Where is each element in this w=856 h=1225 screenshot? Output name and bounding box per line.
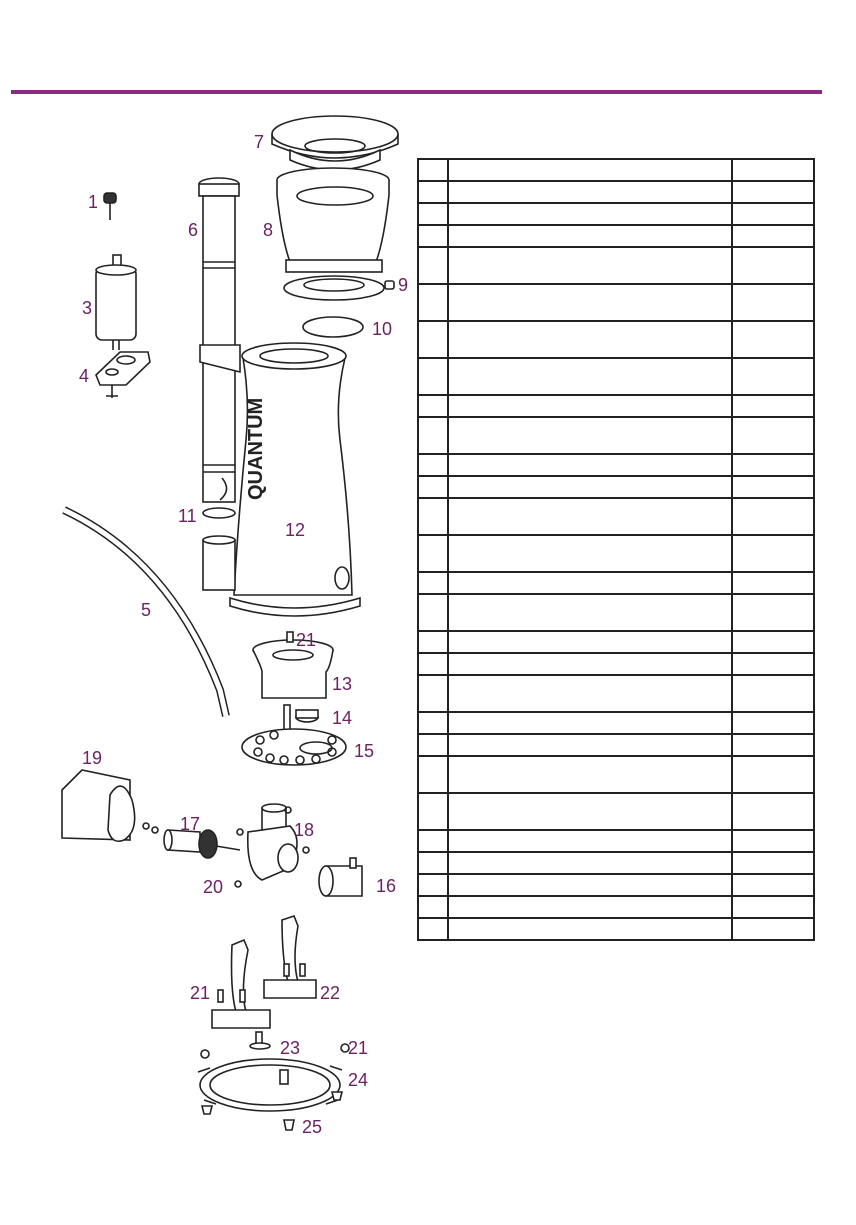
parts-cell-description bbox=[448, 756, 732, 793]
parts-row bbox=[418, 793, 814, 830]
parts-cell-code bbox=[732, 830, 814, 852]
parts-cell-description bbox=[448, 203, 732, 225]
callout-23: 23 bbox=[280, 1038, 301, 1058]
parts-row bbox=[418, 203, 814, 225]
parts-cell-code bbox=[732, 321, 814, 358]
parts-cell-description bbox=[448, 535, 732, 572]
parts-cell-number bbox=[418, 594, 448, 631]
parts-cell-number bbox=[418, 734, 448, 756]
parts-row bbox=[418, 874, 814, 896]
parts-cell-code bbox=[732, 712, 814, 734]
callout-6: 6 bbox=[188, 220, 199, 240]
callout-21-right: 21 bbox=[348, 1038, 369, 1058]
callout-8: 8 bbox=[263, 220, 274, 240]
parts-row bbox=[418, 417, 814, 454]
parts-cell-code bbox=[732, 631, 814, 653]
parts-cell-number bbox=[418, 476, 448, 498]
part-7-lid bbox=[272, 116, 398, 170]
parts-cell-description bbox=[448, 321, 732, 358]
parts-row bbox=[418, 830, 814, 852]
parts-row bbox=[418, 454, 814, 476]
parts-cell-code bbox=[732, 675, 814, 712]
parts-cell-description bbox=[448, 225, 732, 247]
parts-cell-code bbox=[732, 454, 814, 476]
parts-cell-description bbox=[448, 476, 732, 498]
parts-row bbox=[418, 852, 814, 874]
parts-cell-code bbox=[732, 734, 814, 756]
parts-row bbox=[418, 535, 814, 572]
parts-cell-description bbox=[448, 712, 732, 734]
parts-cell-code bbox=[732, 594, 814, 631]
parts-row bbox=[418, 476, 814, 498]
parts-cell-number bbox=[418, 284, 448, 321]
part-4-bracket bbox=[96, 352, 150, 398]
callout-3: 3 bbox=[82, 298, 93, 318]
parts-cell-description bbox=[448, 793, 732, 830]
callout-21-top: 21 bbox=[296, 630, 317, 650]
callout-7: 7 bbox=[254, 132, 265, 152]
callout-19: 19 bbox=[82, 748, 103, 768]
parts-cell-number bbox=[418, 572, 448, 594]
parts-cell-code bbox=[732, 498, 814, 535]
parts-row bbox=[418, 734, 814, 756]
callout-18: 18 bbox=[294, 820, 315, 840]
parts-cell-number bbox=[418, 181, 448, 203]
parts-cell-code bbox=[732, 896, 814, 918]
parts-cell-number bbox=[418, 358, 448, 395]
part-24-base-plate bbox=[198, 1044, 349, 1111]
part-10-o-ring bbox=[303, 317, 363, 337]
callout-15: 15 bbox=[354, 741, 375, 761]
parts-cell-code bbox=[732, 284, 814, 321]
parts-row bbox=[418, 896, 814, 918]
parts-row bbox=[418, 918, 814, 940]
part-9-cap bbox=[385, 281, 394, 289]
callout-14: 14 bbox=[332, 708, 353, 728]
callout-25: 25 bbox=[302, 1117, 323, 1137]
parts-row bbox=[418, 225, 814, 247]
parts-cell-description bbox=[448, 358, 732, 395]
parts-row bbox=[418, 675, 814, 712]
parts-cell-number bbox=[418, 896, 448, 918]
parts-cell-description bbox=[448, 498, 732, 535]
parts-cell-number bbox=[418, 159, 448, 181]
parts-cell-number bbox=[418, 417, 448, 454]
parts-row bbox=[418, 181, 814, 203]
parts-cell-description bbox=[448, 247, 732, 284]
parts-cell-description bbox=[448, 653, 732, 675]
parts-row bbox=[418, 284, 814, 321]
parts-cell-code bbox=[732, 918, 814, 940]
part-18-volute bbox=[237, 804, 309, 880]
parts-row bbox=[418, 247, 814, 284]
callout-12: 12 bbox=[285, 520, 306, 540]
part-13-diffuser bbox=[253, 632, 333, 698]
part-1-knob bbox=[104, 193, 116, 220]
parts-cell-description bbox=[448, 572, 732, 594]
parts-cell-code bbox=[732, 535, 814, 572]
part-16-outlet bbox=[319, 858, 362, 896]
parts-row bbox=[418, 631, 814, 653]
callout-22: 22 bbox=[320, 983, 341, 1003]
parts-cell-number bbox=[418, 321, 448, 358]
parts-cell-number bbox=[418, 852, 448, 874]
parts-cell-description bbox=[448, 734, 732, 756]
callout-1: 1 bbox=[88, 192, 99, 212]
callout-11: 11 bbox=[178, 506, 197, 526]
parts-cell-description bbox=[448, 417, 732, 454]
parts-row bbox=[418, 321, 814, 358]
callout-9: 9 bbox=[398, 275, 409, 295]
parts-cell-code bbox=[732, 225, 814, 247]
parts-cell-description bbox=[448, 896, 732, 918]
parts-cell-number bbox=[418, 631, 448, 653]
parts-cell-code bbox=[732, 358, 814, 395]
parts-cell-description bbox=[448, 395, 732, 417]
parts-row bbox=[418, 572, 814, 594]
parts-cell-code bbox=[732, 247, 814, 284]
parts-cell-code bbox=[732, 793, 814, 830]
parts-cell-number bbox=[418, 918, 448, 940]
parts-cell-number bbox=[418, 793, 448, 830]
parts-cell-number bbox=[418, 712, 448, 734]
callout-4: 4 bbox=[79, 366, 90, 386]
parts-cell-description bbox=[448, 675, 732, 712]
parts-cell-code bbox=[732, 395, 814, 417]
callout-13: 13 bbox=[332, 674, 353, 694]
parts-row bbox=[418, 653, 814, 675]
part-3-cylinder bbox=[96, 255, 136, 350]
parts-cell-number bbox=[418, 247, 448, 284]
part-6-pipe bbox=[199, 178, 239, 502]
parts-cell-description bbox=[448, 631, 732, 653]
parts-cell-code bbox=[732, 572, 814, 594]
brand-label: QUANTUM bbox=[245, 397, 267, 500]
callout-5: 5 bbox=[141, 600, 152, 620]
parts-row bbox=[418, 756, 814, 793]
parts-cell-description bbox=[448, 594, 732, 631]
parts-cell-code bbox=[732, 181, 814, 203]
parts-cell-code bbox=[732, 476, 814, 498]
callout-17: 17 bbox=[180, 814, 201, 834]
parts-cell-description bbox=[448, 830, 732, 852]
part-21-bracket-left bbox=[212, 940, 270, 1028]
parts-cell-code bbox=[732, 417, 814, 454]
part-20-screw bbox=[235, 881, 241, 887]
parts-cell-number bbox=[418, 203, 448, 225]
part-8-cup bbox=[277, 168, 389, 300]
part-11-ring bbox=[203, 508, 235, 518]
parts-cell-description bbox=[448, 874, 732, 896]
parts-row bbox=[418, 594, 814, 631]
parts-row bbox=[418, 159, 814, 181]
parts-row bbox=[418, 498, 814, 535]
callout-10: 10 bbox=[372, 319, 393, 339]
parts-cell-code bbox=[732, 852, 814, 874]
parts-cell-number bbox=[418, 395, 448, 417]
parts-cell-code bbox=[732, 756, 814, 793]
parts-cell-description bbox=[448, 284, 732, 321]
parts-row bbox=[418, 395, 814, 417]
part-17-impeller bbox=[164, 830, 240, 858]
part-23-clip bbox=[250, 1032, 270, 1049]
parts-cell-description bbox=[448, 181, 732, 203]
parts-cell-number bbox=[418, 225, 448, 247]
parts-cell-description bbox=[448, 159, 732, 181]
parts-cell-number bbox=[418, 454, 448, 476]
parts-cell-number bbox=[418, 874, 448, 896]
parts-cell-description bbox=[448, 454, 732, 476]
parts-cell-code bbox=[732, 874, 814, 896]
parts-row bbox=[418, 358, 814, 395]
parts-row bbox=[418, 712, 814, 734]
parts-cell-number bbox=[418, 653, 448, 675]
parts-cell-description bbox=[448, 918, 732, 940]
parts-cell-number bbox=[418, 535, 448, 572]
callout-16: 16 bbox=[376, 876, 397, 896]
parts-cell-code bbox=[732, 159, 814, 181]
parts-cell-number bbox=[418, 675, 448, 712]
part-15-plate bbox=[242, 729, 346, 765]
callout-20: 20 bbox=[203, 877, 224, 897]
parts-cell-number bbox=[418, 830, 448, 852]
part-22-bracket-right bbox=[264, 916, 316, 998]
parts-cell-number bbox=[418, 498, 448, 535]
callout-21-left: 21 bbox=[190, 983, 211, 1003]
parts-cell-code bbox=[732, 653, 814, 675]
parts-cell-description bbox=[448, 852, 732, 874]
parts-cell-number bbox=[418, 756, 448, 793]
callout-24: 24 bbox=[348, 1070, 369, 1090]
parts-list-table bbox=[417, 158, 815, 941]
parts-cell-code bbox=[732, 203, 814, 225]
part-19-pump-motor bbox=[62, 770, 158, 841]
